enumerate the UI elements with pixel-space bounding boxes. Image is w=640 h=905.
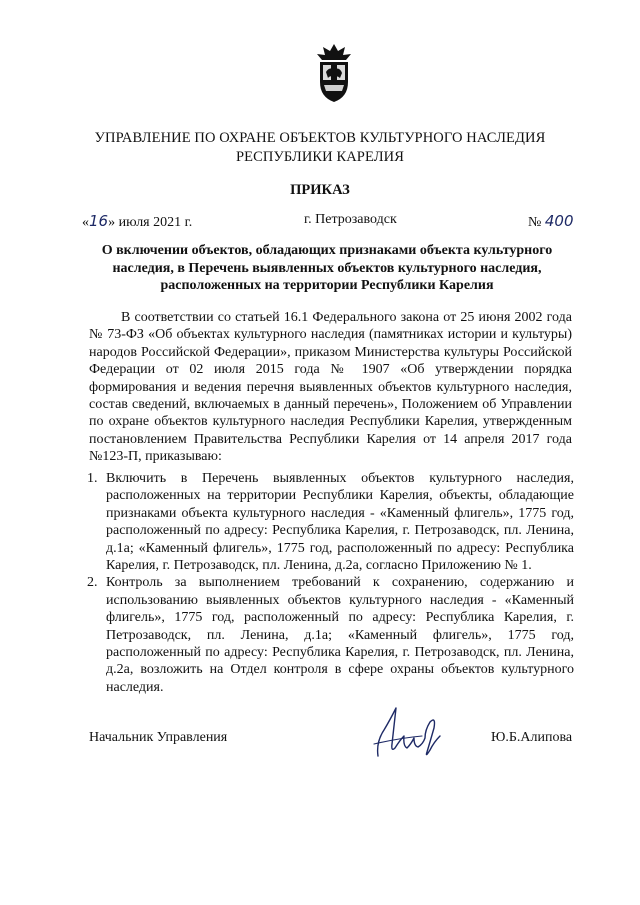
date-quote-open: « xyxy=(82,215,89,230)
order-item xyxy=(87,470,574,574)
order-number-handwritten: 400 xyxy=(544,212,574,230)
date-quote-close: » xyxy=(108,215,116,230)
item-number: 1. xyxy=(87,471,98,486)
order-subject xyxy=(92,242,562,295)
order-number xyxy=(528,212,574,231)
order-item xyxy=(87,574,574,696)
number-sign: № xyxy=(528,215,542,230)
date-month-year: июля 2021 г. xyxy=(118,215,193,230)
subject-line: расположенных на территории Республики Карелия xyxy=(160,278,494,293)
preamble-paragraph: В соответствии со статьей 16.1 Федерального закона от 25 июня 2002 года № 73-ФЗ «Об объектах культурного наследия (памятниках истории и культуры) народов Российской Федерации», приказом Министерства культуры Российской Федерации от 02 июля 2015 года № 1907 «Об утверждении порядка формирования и ведения перечня выявленных объектов культурного наследия, состав сведений, включаемых в данный перечень», Положением об Управлении по охране объектов культурного наследия Республики Карелия, утвержденным постановлением Правительства Республики Карелия от 14 апреля 2017 года №123-П, приказываю: xyxy=(89,310,572,465)
document-type: ПРИКАЗ xyxy=(290,182,350,198)
item-number: 2. xyxy=(87,575,98,591)
signatory-name: Ю.Б.Алипова xyxy=(491,730,573,745)
subject-line: наследия, в Перечень выявленных объектов культурного наследия, xyxy=(112,260,542,276)
organization-name: УПРАВЛЕНИЕ ПО ОХРАНЕ ОБЪЕКТОВ КУЛЬТУРНОГО НАСЛЕДИЯ xyxy=(94,130,546,146)
item-text: Контроль за выполнением требований к сохранению, содержанию и использованию выявленных объектов культурного наследия - «Каменный флигель», 1775 год, расположенный по адресу: Республика Карелия, г. Петрозаводск, пл. Ленина, д.1а; «Каменный флигель», 1775 год, расположенный по адресу: Республика Карелия, г. Петрозаводск, пл. Ленина, д.2а, возложить на Отдел контроля в сфере охраны объектов культурного наследия. xyxy=(106,575,574,695)
order-date xyxy=(82,212,192,231)
karelia-coat-of-arms-icon xyxy=(311,42,357,104)
organization-region: РЕСПУБЛИКИ КАРЕЛИЯ xyxy=(235,149,405,165)
date-day-handwritten: 16 xyxy=(89,212,109,230)
order-city: г. Петрозаводск xyxy=(304,212,397,227)
signatory-position: Начальник Управления xyxy=(89,730,228,745)
item-text: Включить в Перечень выявленных объектов культурного наследия, расположенных на территории Республики Карелия, объекты, обладающие признаками объекта культурного наследия - «Каменный флигель», 1775 год, расположенный по адресу: Республика Карелия, г. Петрозаводск, пл. Ленина, д.1а; «Каменный флигель», 1775 год, расположенный по адресу: Республика Карелия, г. Петрозаводск, пл. Ленина, д.2а, согласно Приложению № 1. xyxy=(106,471,574,574)
order-items-list xyxy=(87,470,574,696)
subject-line: О включении объектов, обладающих признаками объекта культурного xyxy=(101,243,553,258)
handwritten-signature xyxy=(370,700,454,762)
